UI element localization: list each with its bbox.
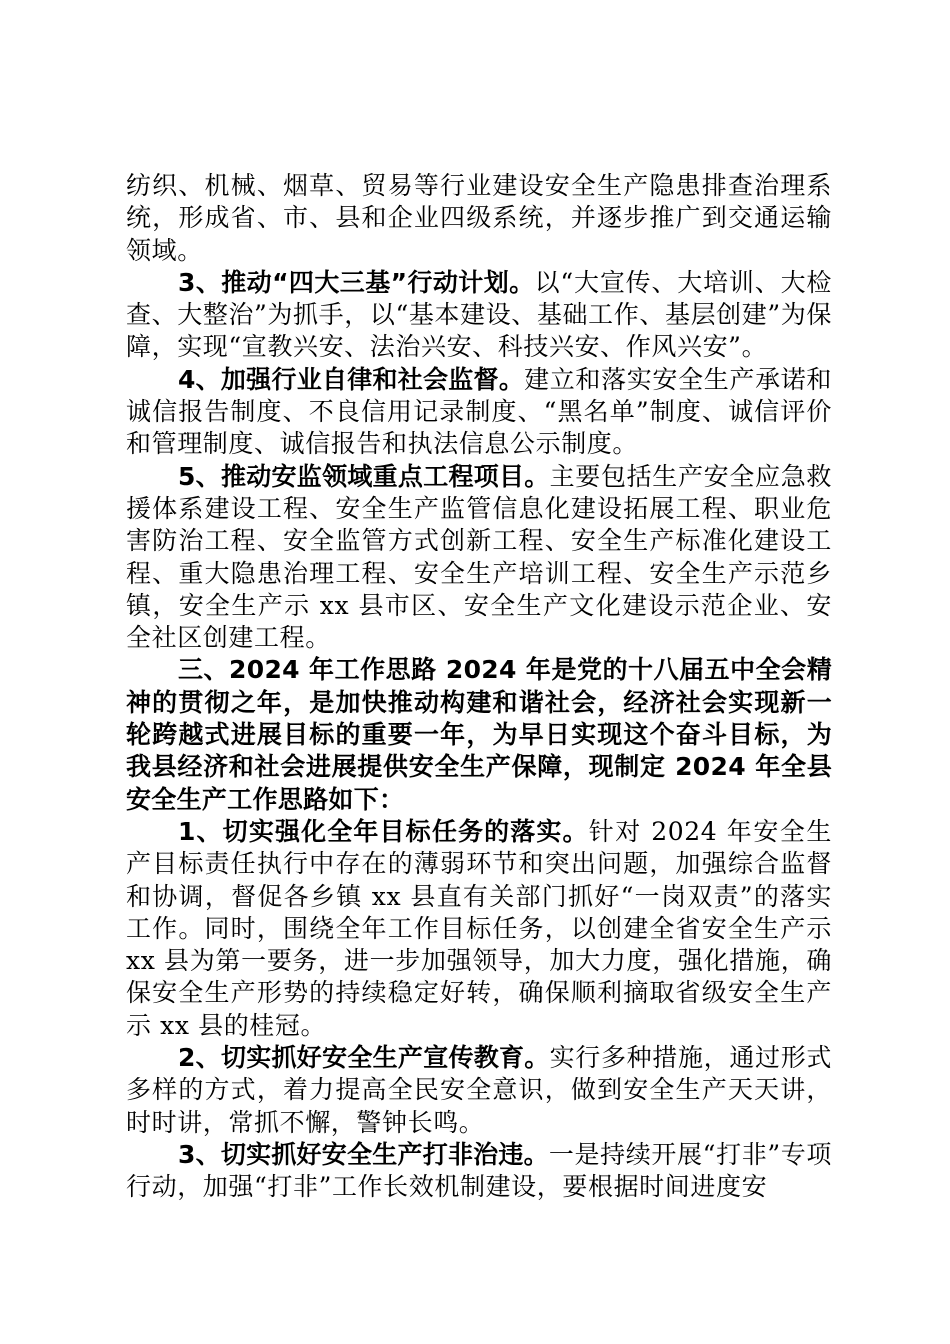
section-heading-paragraph [126, 654, 832, 815]
document-page [126, 170, 832, 1204]
paragraph-body: 针对 2024 年安全生产目标责任执行中存在的薄弱环节和突出问题，加强综合监督和协调，督促各乡镇 xx 县直有关部门抓好“一岗双责”的落实工作。同时，围绕全年工作目标任务，以创建全省安全生产示 xx 县为第一要务，进一步加强领导，加大力度，强化措施，确保安全生产形势的持续稳定好转，确保顺利摘取省级安全生产示 xx 县的桂冠。 [126, 816, 833, 1040]
section-heading-text: 三、2024 年工作思路 2024 年是党的十八届五中全会精神的贯彻之年，是加快推动构建和谐社会，经济社会实现新一轮跨越式进展目标的重要一年，为早日实现这个奋斗目标，为我县经济和社会进展提供安全生产保障，现制定 2024 年全县安全生产工作思路如下： [126, 655, 832, 814]
paragraph-heading: 3、切实抓好安全生产打非治违。 [178, 1139, 549, 1169]
paragraph-body: 以“大宣传、大培训、大检查、大整治”为抓手，以“基本建设、基础工作、基层创建”为保障，实现“宣教兴安、法治兴安、科技兴安、作风兴安”。 [126, 267, 832, 362]
paragraph-heading: 1、切实强化全年目标任务的落实。 [178, 816, 589, 846]
paragraph-heading: 2、切实抓好安全生产宣传教育。 [178, 1043, 550, 1073]
paragraph-continuation [126, 170, 832, 267]
paragraph-body: 实行多种措施，通过形式多样的方式，着力提高全民安全意识，做到安全生产天天讲，时时讲，常抓不懈，警钟长鸣。 [126, 1043, 832, 1137]
paragraph-item-4 [126, 364, 832, 461]
paragraph-body: 建立和落实安全生产承诺和诚信报告制度、不良信用记录制度、“黑名单”制度、诚信评价和管理制度、诚信报告和执法信息公示制度。 [126, 364, 832, 459]
paragraph-heading: 5、推动安监领域重点工程项目。 [178, 461, 550, 491]
paragraph-item-1 [126, 816, 832, 1042]
paragraph-heading: 3、推动“四大三基”行动计划。 [178, 267, 535, 297]
paragraph-body: 一是持续开展“打非”专项行动，加强“打非”工作长效机制建设，要根据时间进度安 [126, 1139, 832, 1202]
paragraph-heading: 4、加强行业自律和社会监督。 [178, 364, 525, 394]
paragraph-item-5 [126, 461, 832, 655]
paragraph-body: 纺织、机械、烟草、贸易等行业建设安全生产隐患排查治理系统，形成省、市、县和企业四级系统，并逐步推广到交通运输领域。 [126, 171, 832, 265]
paragraph-item-2 [126, 1042, 832, 1139]
paragraph-body: 主要包括生产安全应急救援体系建设工程、安全生产监管信息化建设拓展工程、职业危害防治工程、安全监管方式创新工程、安全生产标准化建设工程、重大隐患治理工程、安全生产培训工程、安全生产示范乡镇，安全生产示 xx 县市区、安全生产文化建设示范企业、安全社区创建工程。 [126, 461, 832, 653]
paragraph-item-3b [126, 1139, 832, 1204]
paragraph-item-3 [126, 267, 832, 364]
